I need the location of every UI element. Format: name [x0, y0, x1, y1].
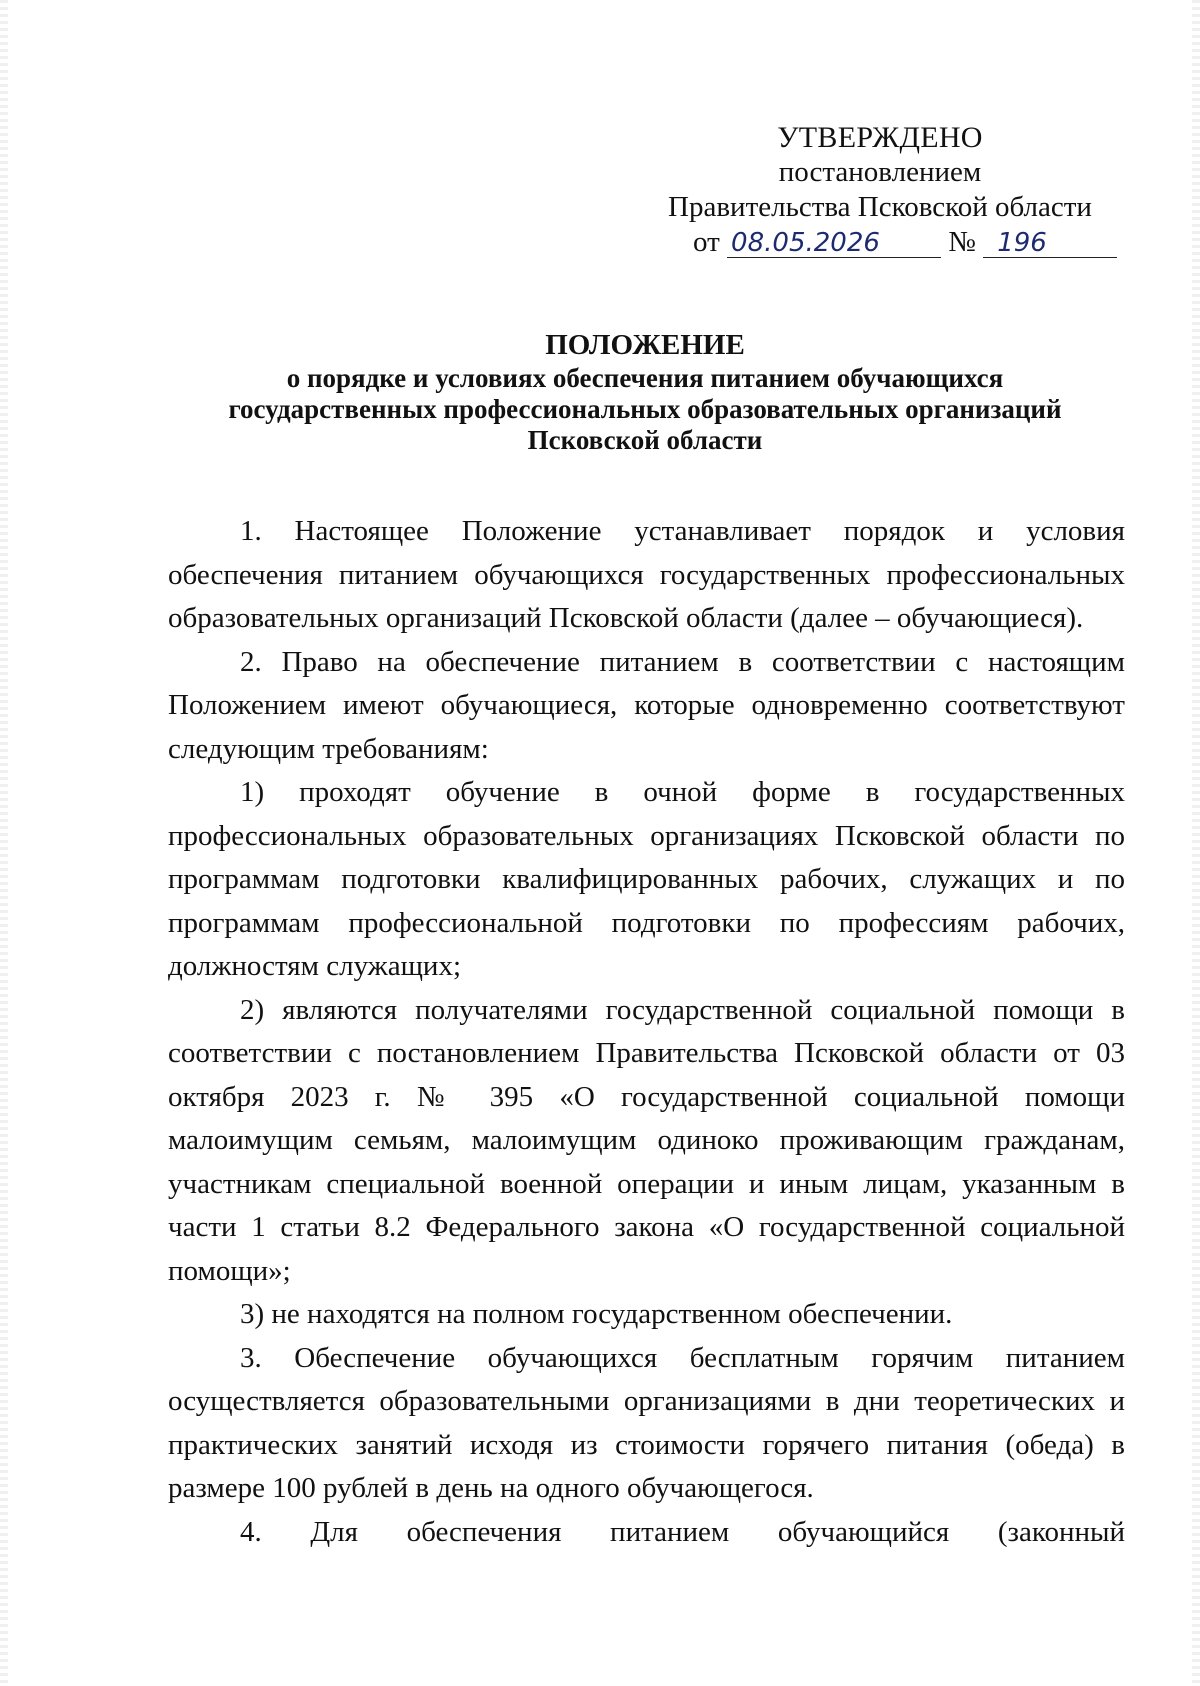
approval-date-line — [660, 225, 1100, 260]
scan-edge-left — [0, 0, 8, 1686]
document-heading — [160, 327, 1130, 456]
document-subtitle-line-1: о порядке и условиях обеспечения питанием обучающихся — [286, 363, 1004, 393]
approval-title: УТВЕРЖДЕНО — [777, 121, 983, 154]
handwritten-date: 08.05.2026 — [727, 229, 941, 258]
document-title: ПОЛОЖЕНИЕ — [545, 329, 745, 361]
paragraph-2-item-2: 2) являются получателями государственной социальной помощи в соответствии с постановлением Правительства Псковской области от 03 октября 2023 г. № 395 «О государственной социальной помощи малоимущим семьям, малоимущим одиноко проживающим гражданам, участникам специальной военной операции и иным лицам, указанным в части 1 статьи 8.2 Федерального закона «О государственной социальной помощи»; — [168, 993, 1125, 1287]
paragraph-3: 3. Обеспечение обучающихся бесплатным горячим питанием осуществляется образовательными организациями в дни теоретических и практических занятий исходя из стоимости горячего питания (обеда) в размере 100 рублей в день на одного обучающегося. — [168, 1341, 1125, 1504]
paragraph-1: 1. Настоящее Положение устанавливает порядок и условия обеспечения питанием обучающихся государственных профессиональных образовательных организаций Псковской области (далее – обучающиеся). — [168, 515, 1125, 634]
approval-line-2: Правительства Псковской области — [668, 191, 1092, 223]
document-subtitle-line-2: государственных профессиональных образовательных организаций — [228, 394, 1062, 424]
paragraph-2-item-1: 1) проходят обучение в очной форме в государственных профессиональных образовательных организациях Псковской области по программам подготовки квалифицированных рабочих, служащих и по программам профессиональной подготовки по профессиям рабочих, должностям служащих; — [168, 776, 1125, 982]
paragraph-2-item-3: 3) не находятся на полном государственном обеспечении. — [240, 1298, 953, 1330]
document-body — [168, 510, 1125, 1554]
date-prefix: от — [693, 226, 720, 258]
paragraph-4: 4. Для обеспечения питанием обучающийся (законный — [240, 1515, 1125, 1548]
document-subtitle-line-3: Псковской области — [527, 425, 763, 455]
scan-edge-right — [1192, 0, 1200, 1686]
handwritten-number: 196 — [983, 229, 1117, 258]
approval-block — [660, 120, 1100, 260]
approval-line-1: постановлением — [778, 156, 982, 188]
number-prefix: № — [948, 226, 976, 258]
paragraph-2: 2. Право на обеспечение питанием в соответствии с настоящим Положением имеют обучающиеся, которые одновременно соответствуют следующим требованиям: — [168, 645, 1125, 765]
